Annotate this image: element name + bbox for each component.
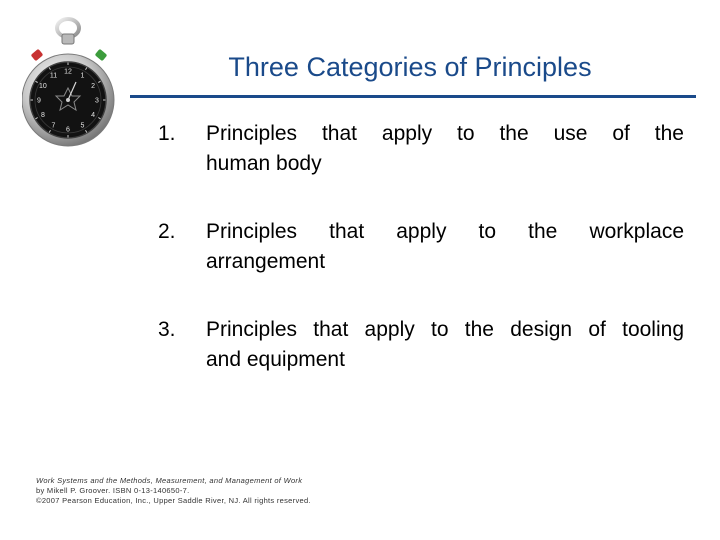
list-item-line: and equipment — [206, 348, 345, 371]
stopwatch-red-button — [31, 49, 44, 62]
slide-title: Three Categories of Principles — [228, 52, 592, 82]
list-item-text — [206, 315, 684, 375]
stopwatch-numeral: 7 — [51, 122, 56, 130]
list-item-number: 2. — [158, 220, 176, 243]
footer-copyright: ©2007 Pearson Education, Inc., Upper Saddle River, NJ. All rights reserved. — [36, 496, 311, 505]
list-item-number: 3. — [158, 318, 176, 341]
list-item-line: Principles that apply to the workplace — [206, 220, 684, 243]
stopwatch-numeral: 3 — [95, 97, 99, 105]
list-item-line: arrangement — [206, 250, 326, 273]
list-item-text — [206, 119, 684, 179]
stopwatch-numeral: 11 — [49, 72, 58, 80]
stopwatch-icon — [22, 16, 122, 152]
stopwatch-numeral: 1 — [80, 72, 85, 80]
list-item-line: Principles that apply to the design of tooling — [206, 318, 684, 341]
stopwatch-numeral: 4 — [91, 112, 96, 119]
stopwatch-numeral: 9 — [37, 97, 41, 105]
copyright-footer — [36, 476, 311, 506]
list-item-text — [206, 217, 684, 277]
list-item-number: 1. — [158, 122, 176, 145]
list-item-line: Principles that apply to the use of the — [206, 122, 684, 145]
stopwatch-numeral: 2 — [91, 83, 96, 90]
stopwatch-numeral: 5 — [80, 122, 85, 130]
footer-book-title: Work Systems and the Methods, Measurement, and Management of Work — [36, 476, 303, 485]
stopwatch-numeral: 8 — [40, 112, 45, 119]
stopwatch-numeral: 6 — [66, 126, 70, 134]
title-underline — [130, 95, 696, 98]
stopwatch-numeral: 12 — [64, 68, 72, 76]
stopwatch-green-button — [95, 49, 108, 62]
footer-author-isbn: by Mikell P. Groover. ISBN 0-13-140650-7. — [36, 486, 190, 495]
list-item-line: human body — [206, 152, 322, 175]
stopwatch-numeral: 10 — [39, 83, 47, 90]
